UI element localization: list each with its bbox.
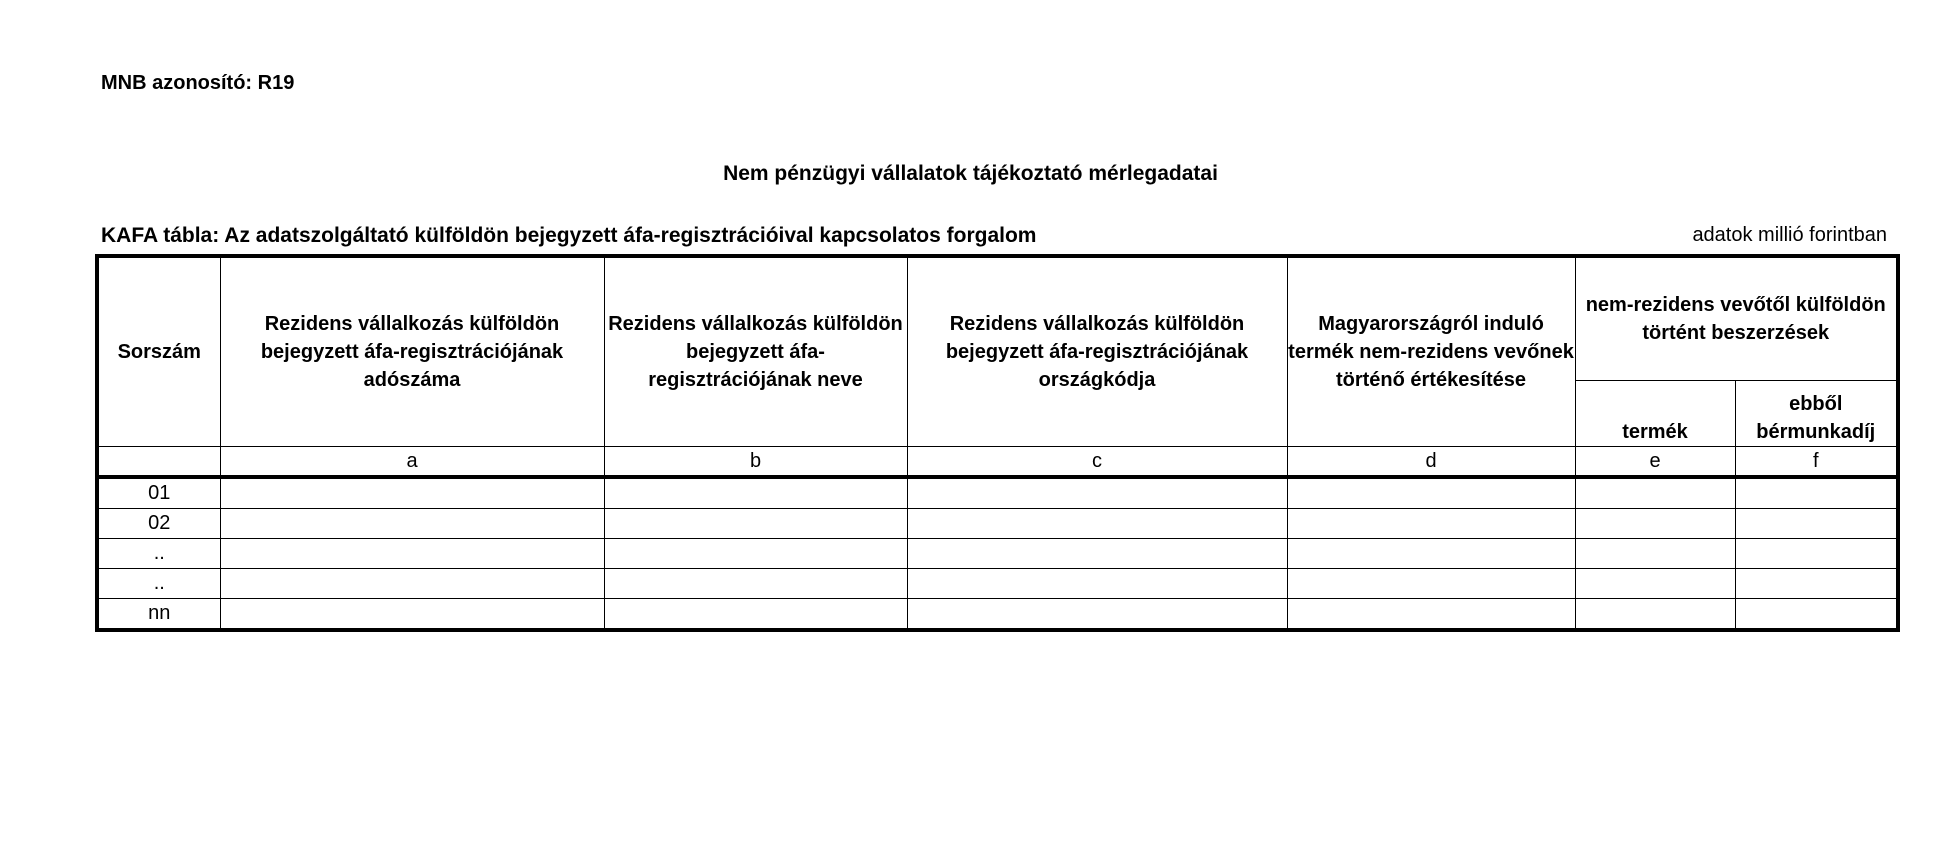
table-cell: [1575, 598, 1735, 630]
kafa-table: [95, 254, 1900, 632]
table-cell: [220, 598, 604, 630]
row-number: ..: [97, 538, 220, 568]
table-cell: [907, 477, 1287, 509]
row-number: 02: [97, 508, 220, 538]
table-cell: [1287, 538, 1575, 568]
table-cell: [1735, 568, 1898, 598]
table-cell: [1575, 538, 1735, 568]
table-cell: [220, 568, 604, 598]
table-row: [97, 477, 1898, 509]
page-title: Nem pénzügyi vállalatok tájékoztató mérlegadatai: [723, 162, 1218, 185]
table-row: [97, 598, 1898, 630]
column-letter: a: [220, 446, 604, 477]
unit-note: adatok millió forintban: [1692, 224, 1887, 246]
table-cell: [907, 598, 1287, 630]
table-cell: [220, 538, 604, 568]
column-letter-row: [97, 446, 1898, 477]
header-group-ef: nem-rezidens vevőtől külföldön történt beszerzések: [1575, 256, 1898, 380]
table-cell: [1575, 568, 1735, 598]
table-cell: [1735, 477, 1898, 509]
table-cell: [220, 477, 604, 509]
header-col-d: Magyarországról induló termék nem-rezidens vevőnek történő értékesítése: [1287, 256, 1575, 446]
table-cell: [1735, 598, 1898, 630]
table-cell: [1287, 508, 1575, 538]
table-cell: [907, 538, 1287, 568]
table-row: [97, 508, 1898, 538]
table-cell: [604, 598, 907, 630]
table-cell: [1287, 598, 1575, 630]
header-col-b: Rezidens vállalkozás külföldön bejegyzett áfa-regisztrációjának neve: [604, 256, 907, 446]
table-cell: [604, 538, 907, 568]
column-letter: c: [907, 446, 1287, 477]
table-cell: [604, 568, 907, 598]
mnb-identifier: MNB azonosító: R19: [101, 72, 295, 94]
table-cell: [1287, 568, 1575, 598]
row-number: nn: [97, 598, 220, 630]
table-row: [97, 538, 1898, 568]
row-number: ..: [97, 568, 220, 598]
header-col-e: termék: [1575, 380, 1735, 446]
table-cell: [1735, 538, 1898, 568]
header-col-f: ebből bérmunkadíj: [1735, 380, 1898, 446]
table-cell: [604, 508, 907, 538]
header-col-c: Rezidens vállalkozás külföldön bejegyzett áfa-regisztrációjának országkódja: [907, 256, 1287, 446]
table-cell: [1575, 508, 1735, 538]
column-letter: e: [1575, 446, 1735, 477]
column-letter: f: [1735, 446, 1898, 477]
column-letter: b: [604, 446, 907, 477]
table-cell: [604, 477, 907, 509]
table-title: KAFA tábla: Az adatszolgáltató külföldön bejegyzett áfa-regisztrációival kapcsolatos forgalom: [101, 224, 1037, 247]
table-cell: [907, 568, 1287, 598]
header-sorszam: Sorszám: [97, 256, 220, 446]
table-cell: [1287, 477, 1575, 509]
table-cell: [220, 508, 604, 538]
header-col-a: Rezidens vállalkozás külföldön bejegyzett áfa-regisztrációjának adószáma: [220, 256, 604, 446]
row-number: 01: [97, 477, 220, 509]
table-cell: [1575, 477, 1735, 509]
letter-cell-empty: [97, 446, 220, 477]
table-cell: [1735, 508, 1898, 538]
table-row: [97, 568, 1898, 598]
table-cell: [907, 508, 1287, 538]
column-letter: d: [1287, 446, 1575, 477]
